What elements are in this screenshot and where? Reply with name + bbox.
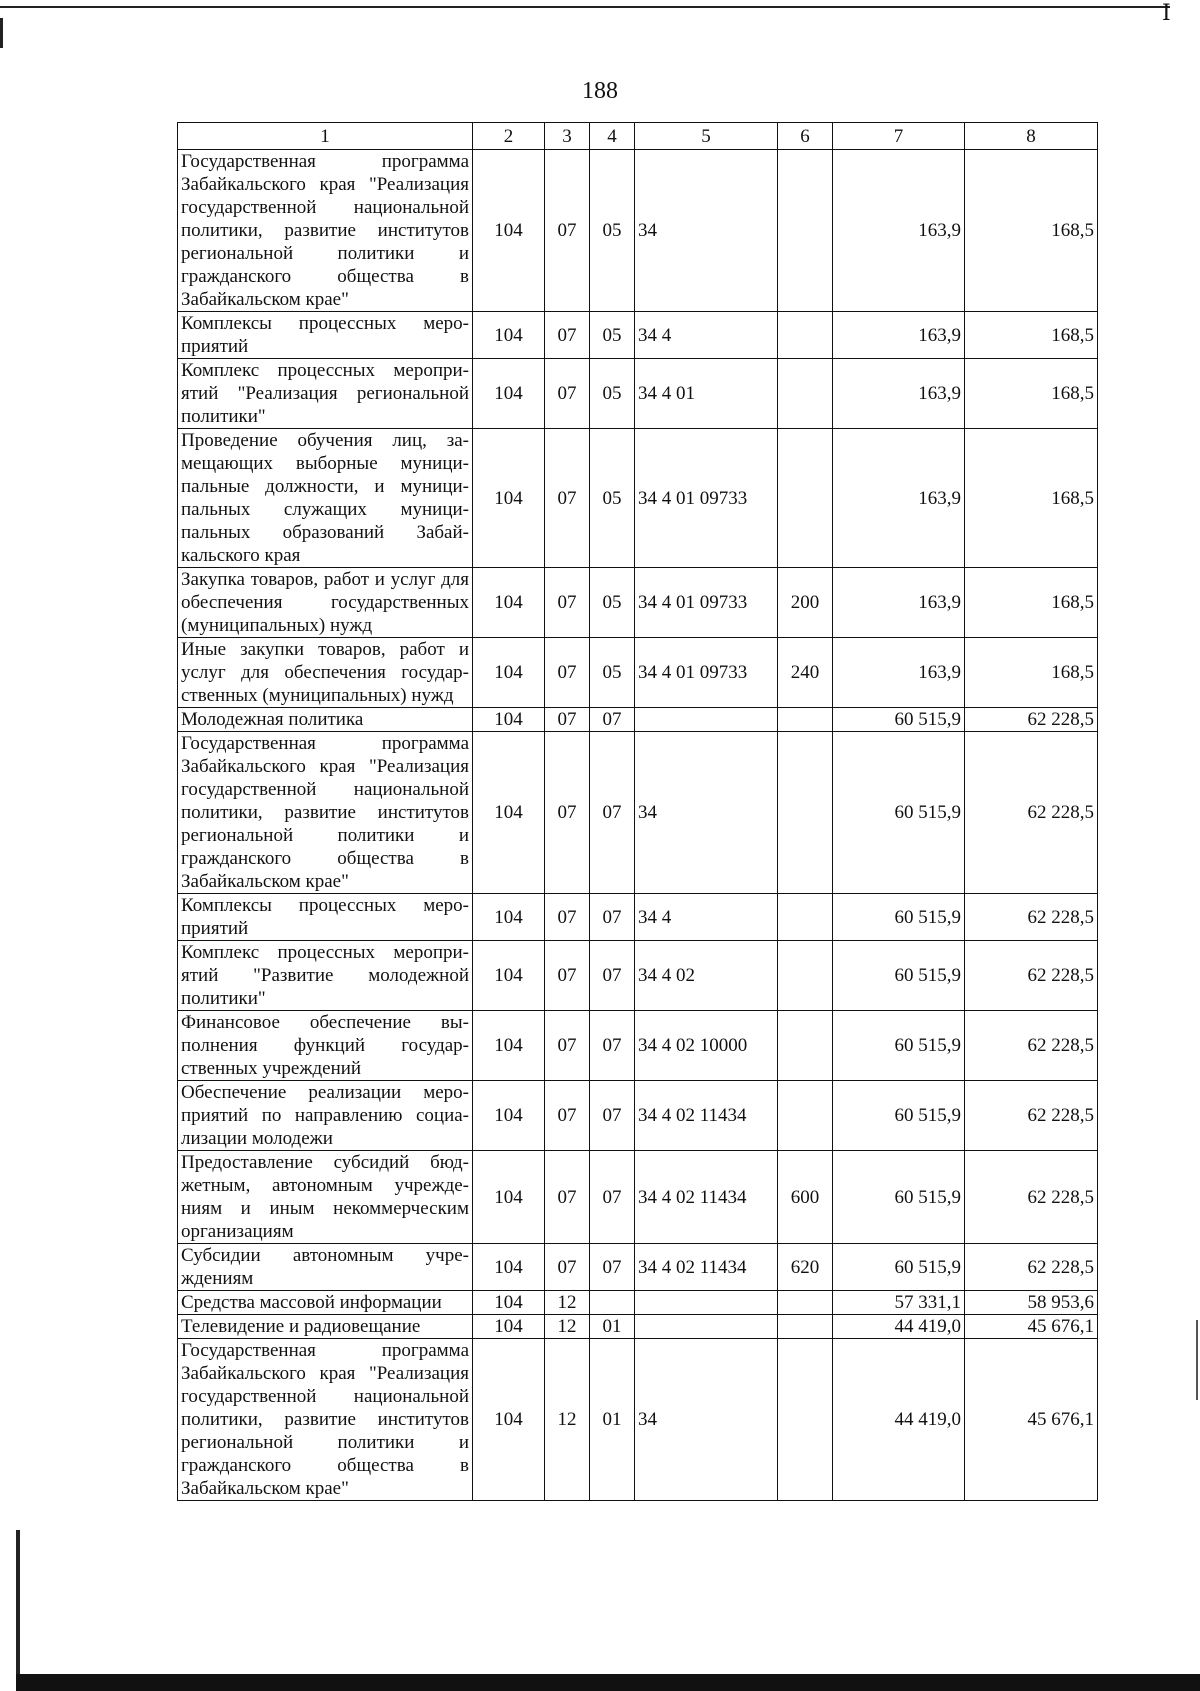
cell-col5: 34 [635,1339,778,1501]
page-number: 188 [582,78,618,104]
column-header-7: 7 [833,123,965,150]
cell-col2: 104 [473,1151,545,1244]
row-name-cell: Молодежная политика [178,708,473,732]
column-header-4: 4 [590,123,635,150]
cell-col7: 163,9 [833,150,965,312]
cell-col4: 05 [590,568,635,638]
cell-col7: 44 419,0 [833,1339,965,1501]
row-name-cell: Субсидии автономным учреждениям [178,1244,473,1291]
cell-col2: 104 [473,1291,545,1315]
scan-edge-left-top [0,18,3,48]
cell-col3: 12 [545,1291,590,1315]
cell-col7: 60 515,9 [833,1081,965,1151]
cell-col2: 104 [473,1244,545,1291]
row-name-cell: Комплекс процессных мероприятий "Развитие молодежной политики" [178,941,473,1011]
table-row [178,1081,1098,1151]
cell-col5: 34 4 02 11434 [635,1244,778,1291]
cell-col5: 34 4 02 [635,941,778,1011]
cell-col3: 07 [545,429,590,568]
cell-col8: 168,5 [965,312,1098,359]
cell-col7: 57 331,1 [833,1291,965,1315]
cell-col5: 34 4 01 09733 [635,429,778,568]
scan-edge-left-bottom [16,1530,20,1680]
cell-col8: 62 228,5 [965,732,1098,894]
cell-col7: 163,9 [833,638,965,708]
table-row [178,312,1098,359]
cell-col7: 163,9 [833,429,965,568]
scan-edge-bottom [16,1674,1200,1691]
row-name-cell: Комплекс процессных мероприятий "Реализация региональной политики" [178,359,473,429]
cell-col2: 104 [473,638,545,708]
scan-edge-top [0,6,1170,8]
header-row [178,123,1098,150]
cell-col5: 34 4 [635,894,778,941]
cell-col8: 58 953,6 [965,1291,1098,1315]
cell-col4: 07 [590,1244,635,1291]
column-header-2: 2 [473,123,545,150]
scan-edge-right [1196,1320,1198,1400]
table-row [178,894,1098,941]
cell-col2: 104 [473,732,545,894]
cell-col3: 07 [545,638,590,708]
cell-col7: 163,9 [833,359,965,429]
cell-col8: 62 228,5 [965,1151,1098,1244]
cell-col5: 34 4 01 09733 [635,638,778,708]
scan-mark: Ⅰ [1162,0,1173,25]
cell-col3: 07 [545,1011,590,1081]
cell-col6 [778,1291,833,1315]
cell-col8: 168,5 [965,150,1098,312]
table-header [178,123,1098,150]
cell-col4: 07 [590,1011,635,1081]
table-row [178,1315,1098,1339]
row-name-cell: Обеспечение реализации мероприятий по направлению социализации молодежи [178,1081,473,1151]
cell-col4: 05 [590,359,635,429]
row-name-cell: Комплексы процессных мероприятий [178,312,473,359]
cell-col6 [778,894,833,941]
cell-col3: 07 [545,312,590,359]
cell-col2: 104 [473,1339,545,1501]
cell-col3: 07 [545,1244,590,1291]
cell-col8: 168,5 [965,429,1098,568]
table-row [178,708,1098,732]
row-name-cell: Государственная программа Забайкальского края "Реализация государственной национальной политики, развитие институтов региональной политики и гражданского общества в Забайкальском крае" [178,150,473,312]
cell-col6 [778,1011,833,1081]
cell-col2: 104 [473,1081,545,1151]
cell-col8: 45 676,1 [965,1339,1098,1501]
cell-col5 [635,708,778,732]
cell-col7: 60 515,9 [833,1244,965,1291]
cell-col6 [778,941,833,1011]
table-row [178,1291,1098,1315]
cell-col4: 05 [590,429,635,568]
table-row [178,359,1098,429]
cell-col4: 05 [590,150,635,312]
table-row [178,638,1098,708]
cell-col3: 07 [545,732,590,894]
cell-col3: 07 [545,150,590,312]
cell-col8: 62 228,5 [965,1081,1098,1151]
column-header-1: 1 [178,123,473,150]
cell-col8: 62 228,5 [965,941,1098,1011]
cell-col6: 200 [778,568,833,638]
cell-col2: 104 [473,312,545,359]
cell-col5: 34 4 01 [635,359,778,429]
cell-col3: 07 [545,359,590,429]
cell-col5 [635,1315,778,1339]
cell-col4 [590,1291,635,1315]
column-header-3: 3 [545,123,590,150]
row-name-cell: Иные закупки товаров, работ и услуг для обеспечения государственных (муниципальных) нужд [178,638,473,708]
cell-col7: 60 515,9 [833,732,965,894]
cell-col7: 44 419,0 [833,1315,965,1339]
cell-col5: 34 [635,150,778,312]
cell-col4: 07 [590,894,635,941]
cell-col7: 60 515,9 [833,708,965,732]
cell-col5 [635,1291,778,1315]
cell-col6: 600 [778,1151,833,1244]
column-header-5: 5 [635,123,778,150]
table-row [178,429,1098,568]
table-row [178,941,1098,1011]
column-header-8: 8 [965,123,1098,150]
cell-col5: 34 4 02 10000 [635,1011,778,1081]
table-row [178,732,1098,894]
row-name-cell: Предоставление субсидий бюджетным, автономным учреждениям и иным некоммерческим организациям [178,1151,473,1244]
row-name-cell: Средства массовой информации [178,1291,473,1315]
column-header-6: 6 [778,123,833,150]
cell-col6: 620 [778,1244,833,1291]
cell-col2: 104 [473,941,545,1011]
cell-col3: 07 [545,941,590,1011]
cell-col7: 60 515,9 [833,894,965,941]
cell-col4: 05 [590,638,635,708]
cell-col7: 60 515,9 [833,1011,965,1081]
row-name-cell: Финансовое обеспечение выполнения функций государственных учреждений [178,1011,473,1081]
cell-col6 [778,359,833,429]
table-row [178,1244,1098,1291]
cell-col2: 104 [473,429,545,568]
cell-col4: 07 [590,1151,635,1244]
cell-col6 [778,429,833,568]
cell-col6 [778,708,833,732]
cell-col6 [778,732,833,894]
cell-col5: 34 4 02 11434 [635,1151,778,1244]
cell-col2: 104 [473,1315,545,1339]
cell-col4: 07 [590,732,635,894]
cell-col8: 62 228,5 [965,1011,1098,1081]
cell-col3: 07 [545,894,590,941]
budget-table [177,122,1098,1501]
cell-col4: 07 [590,1081,635,1151]
cell-col3: 12 [545,1315,590,1339]
cell-col6 [778,312,833,359]
cell-col3: 07 [545,708,590,732]
cell-col4: 07 [590,708,635,732]
cell-col8: 62 228,5 [965,708,1098,732]
cell-col2: 104 [473,894,545,941]
cell-col7: 163,9 [833,312,965,359]
cell-col8: 168,5 [965,638,1098,708]
cell-col6 [778,150,833,312]
table-row [178,1339,1098,1501]
table-row [178,1151,1098,1244]
row-name-cell: Комплексы процессных мероприятий [178,894,473,941]
cell-col7: 60 515,9 [833,941,965,1011]
cell-col3: 07 [545,1081,590,1151]
table-body [178,150,1098,1501]
cell-col6: 240 [778,638,833,708]
cell-col8: 45 676,1 [965,1315,1098,1339]
cell-col8: 62 228,5 [965,894,1098,941]
cell-col7: 163,9 [833,568,965,638]
cell-col4: 01 [590,1315,635,1339]
row-name-cell: Закупка товаров, работ и услуг для обеспечения государственных (муниципальных) нужд [178,568,473,638]
cell-col7: 60 515,9 [833,1151,965,1244]
cell-col2: 104 [473,359,545,429]
table-row [178,568,1098,638]
cell-col4: 05 [590,312,635,359]
cell-col2: 104 [473,708,545,732]
cell-col8: 168,5 [965,359,1098,429]
cell-col2: 104 [473,568,545,638]
cell-col4: 07 [590,941,635,1011]
row-name-cell: Государственная программа Забайкальского края "Реализация государственной национальной политики, развитие институтов региональной политики и гражданского общества в Забайкальском крае" [178,732,473,894]
cell-col5: 34 4 02 11434 [635,1081,778,1151]
cell-col8: 62 228,5 [965,1244,1098,1291]
row-name-cell: Государственная программа Забайкальского края "Реализация государственной национальной политики, развитие институтов региональной политики и гражданского общества в Забайкальском крае" [178,1339,473,1501]
cell-col2: 104 [473,1011,545,1081]
cell-col5: 34 [635,732,778,894]
table-row [178,150,1098,312]
cell-col6 [778,1315,833,1339]
cell-col2: 104 [473,150,545,312]
row-name-cell: Проведение обучения лиц, замещающих выборные муниципальные должности, и муниципальных служащих муниципальных образований Забайкальского края [178,429,473,568]
cell-col8: 168,5 [965,568,1098,638]
cell-col6 [778,1339,833,1501]
row-name-cell: Телевидение и радиовещание [178,1315,473,1339]
table-row [178,1011,1098,1081]
cell-col4: 01 [590,1339,635,1501]
cell-col5: 34 4 [635,312,778,359]
cell-col3: 12 [545,1339,590,1501]
cell-col3: 07 [545,1151,590,1244]
cell-col3: 07 [545,568,590,638]
cell-col5: 34 4 01 09733 [635,568,778,638]
cell-col6 [778,1081,833,1151]
